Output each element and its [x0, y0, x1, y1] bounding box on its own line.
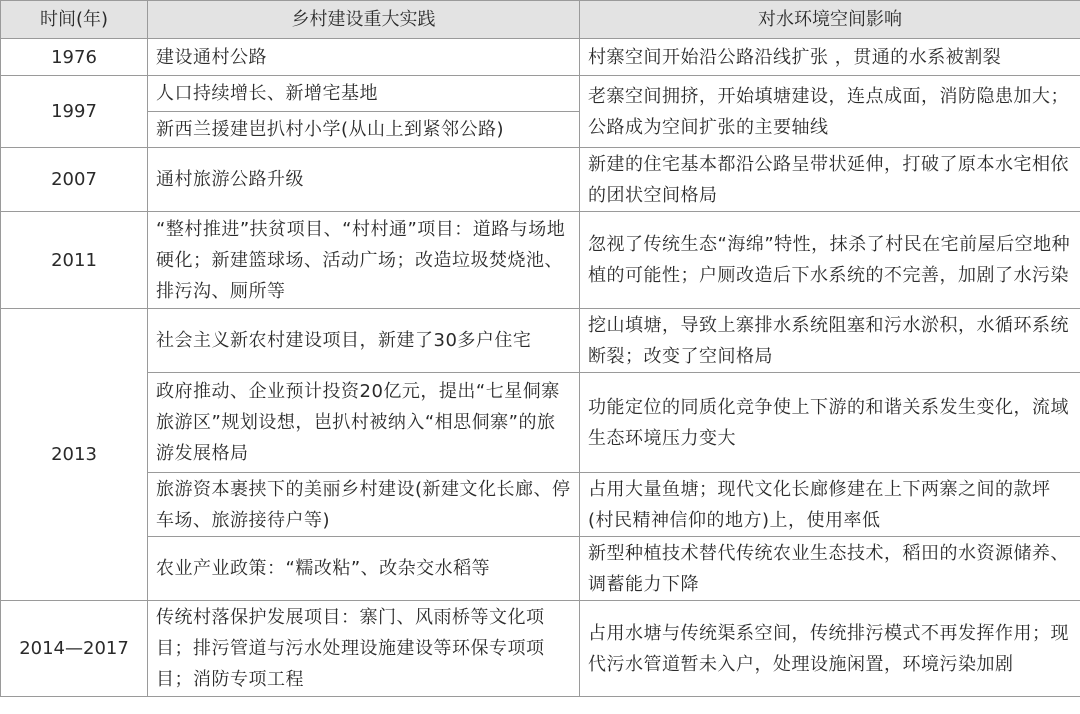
impact-cell: 忽视了传统生态“海绵”特性，抹杀了村民在宅前屋后空地种植的可能性；户厕改造后下水系统的不完善，加剧了水污染 [580, 212, 1080, 309]
practice-cell: 建设通村公路 [148, 39, 580, 76]
impact-cell: 占用大量鱼塘；现代文化长廊修建在上下两寨之间的款坪(村民精神信仰的地方)上，使用率低 [580, 473, 1080, 537]
header-practice: 乡村建设重大实践 [148, 1, 580, 39]
header-time: 时间(年) [1, 1, 148, 39]
impact-cell: 占用水塘与传统渠系空间，传统排污模式不再发挥作用；现代污水管道暂未入户，处理设施闲置，环境污染加剧 [580, 601, 1080, 697]
table-row [1, 473, 1080, 537]
table-row [1, 309, 1080, 373]
header-impact: 对水环境空间影响 [580, 1, 1080, 39]
year-cell: 2011 [1, 212, 148, 309]
practice-cell: 社会主义新农村建设项目，新建了30多户住宅 [148, 309, 580, 373]
table-row [1, 76, 1080, 112]
table-row [1, 39, 1080, 76]
table-row [1, 601, 1080, 697]
table-row [1, 537, 1080, 601]
practice-cell: 人口持续增长、新增宅基地 [148, 76, 580, 112]
impact-cell: 新型种植技术替代传统农业生态技术，稻田的水资源储养、调蓄能力下降 [580, 537, 1080, 601]
practice-cell: 通村旅游公路升级 [148, 148, 580, 212]
practice-cell: 传统村落保护发展项目：寨门、风雨桥等文化项目；排污管道与污水处理设施建设等环保专项项目；消防专项工程 [148, 601, 580, 697]
practice-cell: 旅游资本裹挟下的美丽乡村建设(新建文化长廊、停车场、旅游接待户等) [148, 473, 580, 537]
practice-cell: 农业产业政策：“糯改粘”、改杂交水稻等 [148, 537, 580, 601]
practice-cell: 政府推动、企业预计投资20亿元，提出“七星侗寨旅游区”规划设想，岜扒村被纳入“相思侗寨”的旅游发展格局 [148, 373, 580, 473]
year-cell: 2013 [1, 309, 148, 601]
header-row [1, 1, 1080, 39]
year-cell: 1976 [1, 39, 148, 76]
table-row [1, 373, 1080, 473]
impact-cell: 村寨空间开始沿公路沿线扩张 ，贯通的水系被割裂 [580, 39, 1080, 76]
table-row [1, 212, 1080, 309]
year-cell: 2007 [1, 148, 148, 212]
impact-cell: 挖山填塘，导致上寨排水系统阻塞和污水淤积，水循环系统断裂；改变了空间格局 [580, 309, 1080, 373]
impact-cell: 新建的住宅基本都沿公路呈带状延伸，打破了原本水宅相依的团状空间格局 [580, 148, 1080, 212]
table-row [1, 148, 1080, 212]
practice-cell: “整村推进”扶贫项目、“村村通”项目：道路与场地硬化；新建篮球场、活动广场；改造垃圾焚烧池、排污沟、厕所等 [148, 212, 580, 309]
impact-cell: 老寨空间拥挤，开始填塘建设，连点成面，消防隐患加大；公路成为空间扩张的主要轴线 [580, 76, 1080, 148]
impact-cell: 功能定位的同质化竞争使上下游的和谐关系发生变化，流域生态环境压力变大 [580, 373, 1080, 473]
practice-cell: 新西兰援建岜扒村小学(从山上到紧邻公路) [148, 112, 580, 148]
year-cell: 1997 [1, 76, 148, 148]
year-cell: 2014—2017 [1, 601, 148, 697]
